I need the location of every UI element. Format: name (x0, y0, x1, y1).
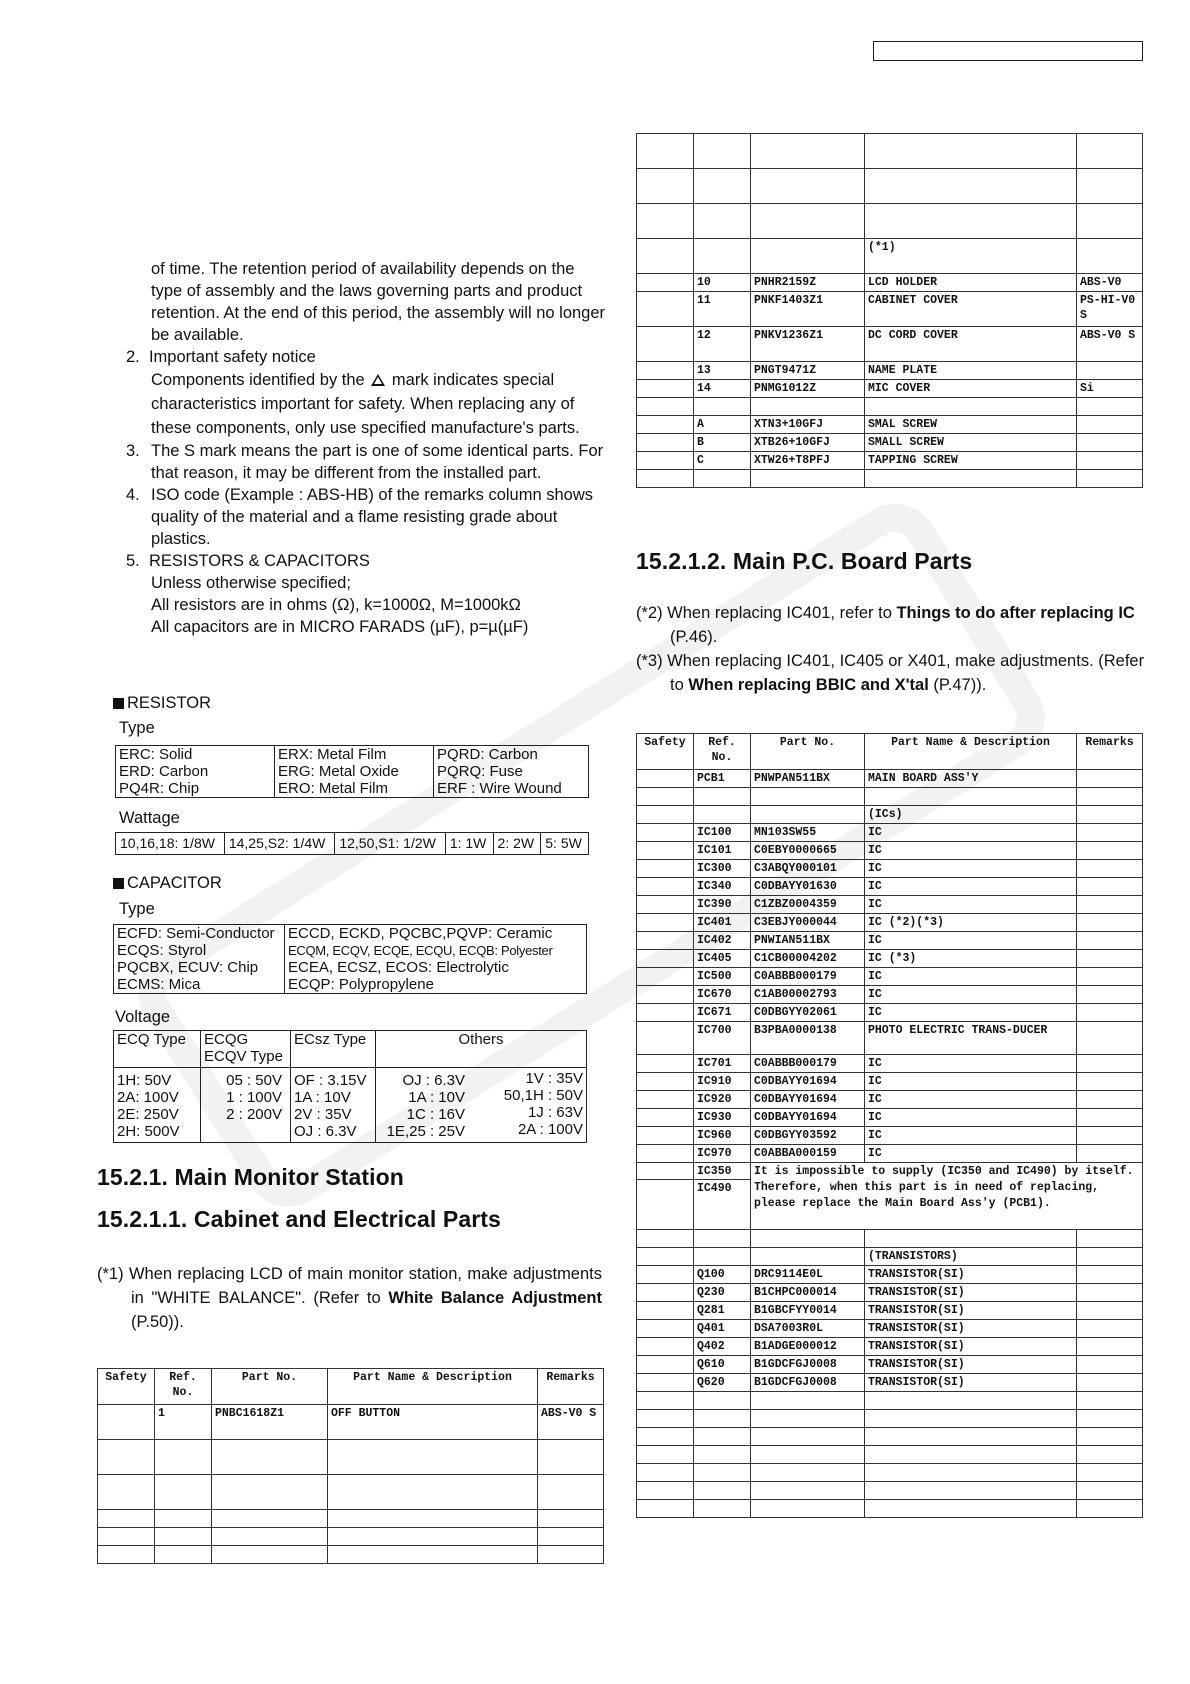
table-row: IC671 C0DBGYY02061 IC (637, 1004, 1143, 1022)
table-row: 1 PNBC1618Z1 OFF BUTTON ABS-V0 S (98, 1405, 604, 1440)
table-row: C XTW26+T8PFJ TAPPING SCREW (637, 452, 1143, 470)
table-header-row: Safety Ref. No. Part No. Part Name & Description Remarks (98, 1369, 604, 1405)
table-row (637, 1392, 1143, 1410)
safety-caution-icon (371, 374, 385, 386)
table-row (98, 1510, 604, 1528)
table-row: Q610 B1GDCFGJ0008 TRANSISTOR(SI) (637, 1356, 1143, 1374)
table-row: Q401 DSA7003R0L TRANSISTOR(SI) (637, 1320, 1143, 1338)
resistor-wattage-table: 10,16,18: 1/8W 14,25,S2: 1/4W 12,50,S1: 1/2W 1: 1W 2: 2W 5: 5W (115, 832, 589, 855)
table-row (637, 169, 1143, 204)
table-row: IC701 C0ABBB000179 IC (637, 1055, 1143, 1073)
table-row: (*1) (637, 239, 1143, 274)
note-continuation: of time. The retention period of availability depends on the type of assembly and the laws governing parts and product retention. At the end of this period, the assembly will no longer be available. (151, 260, 606, 344)
table-row: IC401 C3EBJY000044 IC (*2)(*3) (637, 914, 1143, 932)
table-row-notice: IC350 It is impossible to supply (IC350 and IC490) by itself. Therefore, when this part is in need of replacing, please replace the Main Board Ass'y (PCB1). (637, 1163, 1143, 1180)
table-row: Q100 DRC9114E0L TRANSISTOR(SI) (637, 1266, 1143, 1284)
main-pcb-parts-table (636, 733, 1143, 1518)
capacitor-type-table: ECFD: Semi-Conductor ECCD, ECKD, PQCBC,PQVP: Ceramic ECQS: Styrol ECQM, ECQV, ECQE, ECQU, ECQB: Polyester PQCBX, ECUV: Chip ECEA, ECSZ, ECOS: Electrolytic ECMS: Mica ECQP: Polypropylene (113, 924, 587, 994)
section-title-cabinet-parts: 15.2.1.1. Cabinet and Electrical Parts (97, 1206, 501, 1232)
table-row: 12 PNKV1236Z1 DC CORD COVER ABS-V0 S (637, 327, 1143, 362)
cabinet-parts-table (97, 1368, 604, 1564)
table-row: (TRANSISTORS) (637, 1248, 1143, 1266)
table-row: B XTB26+10GFJ SMALL SCREW (637, 434, 1143, 452)
note-2: 2. Important safety notice (126, 348, 316, 366)
table-row: IC970 C0ABBA000159 IC (637, 1145, 1143, 1163)
note-ic: (*2) When replacing IC401, refer to Things to do after replacing IC (P.46). (*3) When replacing IC401, IC405 or X401, make adjustments. (Refer to When replacing BBIC and X'tal (P.47)). (636, 604, 1145, 694)
table-row: IC500 C0ABBB000179 IC (637, 968, 1143, 986)
table-row: A XTN3+10GFJ SMAL SCREW (637, 416, 1143, 434)
page-header-box (873, 41, 1143, 61)
resistor-wattage-label: Wattage (119, 809, 180, 827)
table-row: Q230 B1CHPC000014 TRANSISTOR(SI) (637, 1284, 1143, 1302)
table-row (98, 1440, 604, 1475)
table-row: IC670 C1AB00002793 IC (637, 986, 1143, 1004)
square-bullet-icon (113, 878, 124, 889)
table-row: IC300 C3ABQY000101 IC (637, 860, 1143, 878)
table-row: IC405 C1CB00004202 IC (*3) (637, 950, 1143, 968)
table-row (98, 1475, 604, 1510)
capacitor-voltage-label: Voltage (115, 1008, 171, 1026)
table-row: IC700 B3PBA0000138 PHOTO ELECTRIC TRANS-DUCER (637, 1022, 1143, 1055)
table-row-notice-2: IC490 (637, 1180, 1143, 1230)
table-row (98, 1546, 604, 1564)
capacitor-heading: CAPACITOR (113, 874, 222, 893)
table-row: 10 PNHR2159Z LCD HOLDER ABS-V0 (637, 274, 1143, 292)
note-lcd: (*1) When replacing LCD of main monitor station, make adjustments in "WHITE BALANCE". (Refer to White Balance Adjustment (P.50)). (97, 1265, 602, 1331)
section-title-main-pcb: 15.2.1.2. Main P.C. Board Parts (636, 548, 973, 574)
table-row: IC390 C1ZBZ0004359 IC (637, 896, 1143, 914)
table-row: IC960 C0DBGYY03592 IC (637, 1127, 1143, 1145)
note-5-body: Unless otherwise specified; All resistors are in ohms (Ω), k=1000Ω, M=1000kΩ All capacitors are in MICRO FARADS (µF), p=µ(µF) (151, 574, 529, 636)
table-row (637, 398, 1143, 416)
resistor-heading: RESISTOR (113, 694, 211, 713)
table-row (637, 1482, 1143, 1500)
table-row (637, 134, 1143, 169)
note-2-body: Components identified by the mark indicates special characteristics important for safety. When replacing any of these components, only use specified manufacture's parts. (151, 371, 580, 437)
table-header-row: Safety Ref. No. Part No. Part Name & Description Remarks (637, 734, 1143, 770)
table-row: Q281 B1GBCFYY0014 TRANSISTOR(SI) (637, 1302, 1143, 1320)
table-row (637, 1428, 1143, 1446)
table-row (637, 1446, 1143, 1464)
table-row: IC910 C0DBAYY01694 IC (637, 1073, 1143, 1091)
table-row: IC340 C0DBAYY01630 IC (637, 878, 1143, 896)
table-row: IC930 C0DBAYY01694 IC (637, 1109, 1143, 1127)
capacitor-voltage-table: ECQ Type ECQG ECQV Type ECsz Type Others 1H: 50V 2A: 100V 2E: 250V 2H: 500V 05 : 50V 1 : 100V 2 : 200V OF : 3.15V 1A : 10V 2V : 35V OJ : 6.3V OJ : 6.3V 1A : 10V 1C : 16V 1E,25 : 25V 1V : 35V 50,1H : 50V 1J : 63V 2A : 100V (113, 1030, 587, 1143)
table-row: IC101 C0EBY0000665 IC (637, 842, 1143, 860)
table-row: 13 PNGT9471Z NAME PLATE (637, 362, 1143, 380)
table-row (637, 204, 1143, 239)
table-row: Q402 B1ADGE000012 TRANSISTOR(SI) (637, 1338, 1143, 1356)
notes-section (97, 258, 607, 638)
square-bullet-icon (113, 698, 124, 709)
table-row (637, 1464, 1143, 1482)
resistor-type-table: ERC: Solid ERX: Metal Film PQRD: Carbon ERD: Carbon ERG: Metal Oxide PQRQ: Fuse PQ4R: Chip ERO: Metal Film ERF : Wire Wound (115, 745, 589, 798)
table-row: 11 PNKF1403Z1 CABINET COVER PS-HI-V0 S (637, 292, 1143, 327)
table-row: IC402 PNWIAN511BX IC (637, 932, 1143, 950)
table-row: 14 PNMG1012Z MIC COVER Si (637, 380, 1143, 398)
table-row: (ICs) (637, 806, 1143, 824)
table-row: IC920 C0DBAYY01694 IC (637, 1091, 1143, 1109)
resistor-type-label: Type (119, 719, 155, 737)
capacitor-type-label: Type (119, 900, 155, 918)
table-row: IC100 MN103SW55 IC (637, 824, 1143, 842)
note-3: 3. The S mark means the part is one of some identical parts. For that reason, it may be different from the installed part. (126, 442, 604, 482)
table-row (98, 1528, 604, 1546)
table-row: Q620 B1GDCFGJ0008 TRANSISTOR(SI) (637, 1374, 1143, 1392)
table-row: PCB1 PNWPAN511BX MAIN BOARD ASS'Y (637, 770, 1143, 788)
table-row (637, 1230, 1143, 1248)
table-row (637, 1500, 1143, 1518)
table-row (637, 788, 1143, 806)
note-4: 4. ISO code (Example : ABS-HB) of the remarks column shows quality of the material and a flame resisting grade about plastics. (126, 486, 593, 548)
note-5: 5. RESISTORS & CAPACITORS (126, 552, 370, 570)
table-row (637, 1410, 1143, 1428)
section-title-main-monitor: 15.2.1. Main Monitor Station (97, 1164, 404, 1190)
cabinet-parts-table-continued (636, 133, 1143, 488)
table-row (637, 470, 1143, 488)
